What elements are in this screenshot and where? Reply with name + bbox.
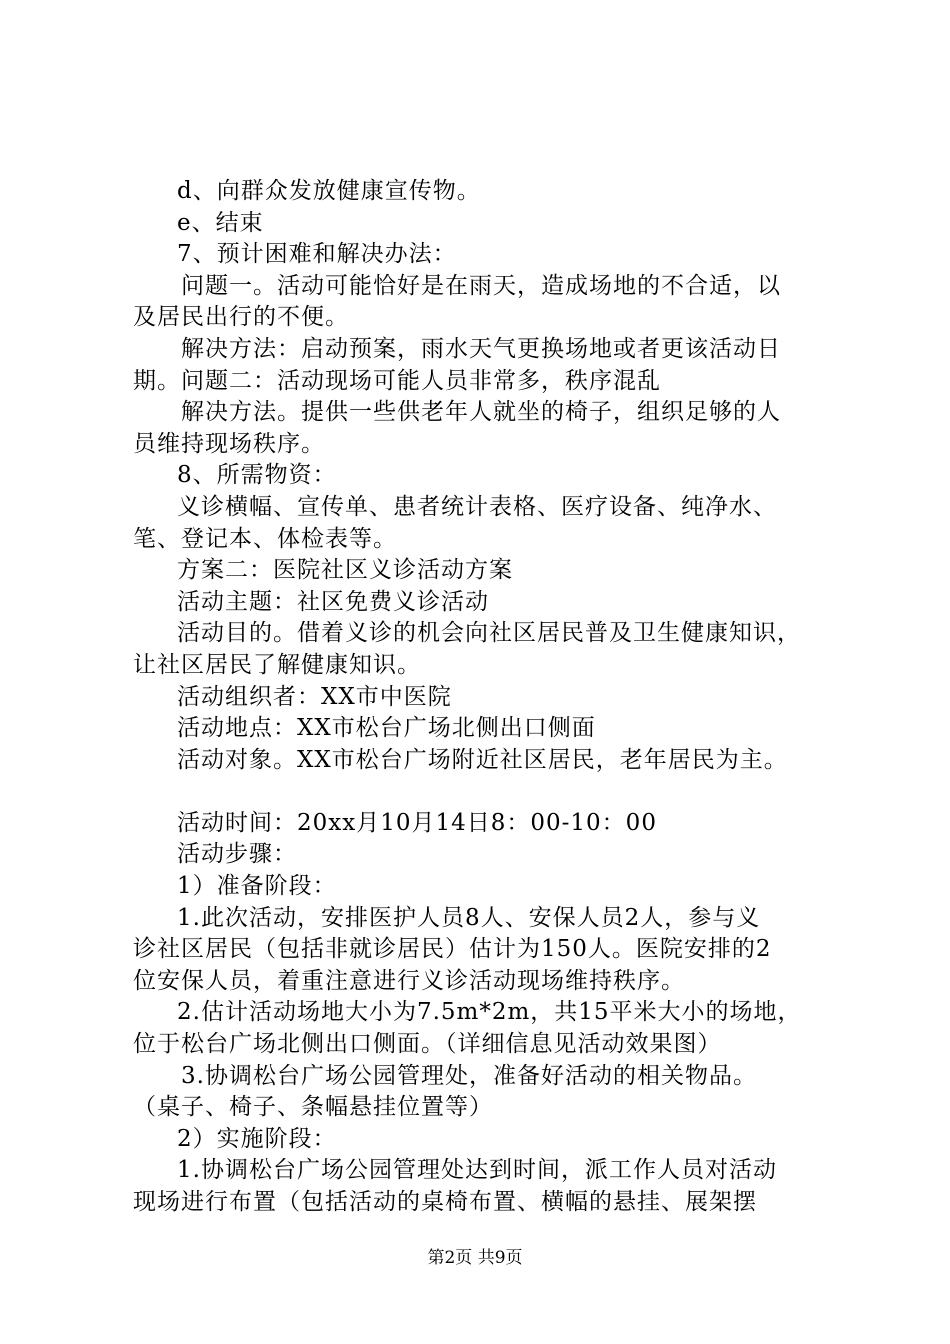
text-line: 活动对象。XX市松台广场附近社区居民，老年居民为主。 <box>177 746 788 773</box>
text-line: 2.估计活动场地大小为7.5m*2m，共15平米大小的场地， <box>177 999 802 1026</box>
text-line: 8、所需物资： <box>177 462 337 489</box>
text-line: 活动地点：XX市松台广场北侧出口侧面 <box>177 715 596 742</box>
text-line: 活动目的。借着义诊的机会向社区居民普及卫生健康知识， <box>177 620 801 647</box>
page-footer <box>0 1243 950 1268</box>
text-line: 活动时间：20xx月10月14日8：00-10：00 <box>177 809 657 836</box>
text-line: 解决方法：启动预案，雨水天气更换场地或者更该活动日 <box>181 335 781 362</box>
text-line: 员维持现场秩序。 <box>133 430 325 457</box>
blank-line <box>133 776 833 808</box>
text-line: 7、预计困难和解决办法： <box>177 241 457 268</box>
text-line: 2）实施阶段： <box>177 1125 337 1152</box>
text-line: 让社区居民了解健康知识。 <box>133 651 421 678</box>
text-line: d、向群众发放健康宣传物。 <box>177 178 481 204</box>
text-line: 义诊横幅、宣传单、患者统计表格、医疗设备、纯净水、 <box>177 493 777 520</box>
text-line: 诊社区居民（包括非就诊居民）估计为150人。医院安排的2 <box>133 936 772 963</box>
text-line: 活动主题：社区免费义诊活动 <box>177 588 489 615</box>
text-line: 现场进行布置（包括活动的桌椅布置、横幅的悬挂、展架摆 <box>133 1189 757 1215</box>
text-line: 及居民出行的不便。 <box>133 304 349 331</box>
text-line: 位于松台广场北侧出口侧面。（详细信息见活动效果图） <box>133 1031 722 1058</box>
text-line: （桌子、椅子、条幅悬挂位置等） <box>133 1094 493 1121</box>
text-line: 笔、登记本、体检表等。 <box>133 525 397 552</box>
text-line: 问题一。活动可能恰好是在雨天，造成场地的不合适，以 <box>181 272 781 299</box>
document-body <box>133 176 833 1219</box>
text-line: 位安保人员，着重注意进行义诊活动现场维持秩序。 <box>133 967 685 994</box>
text-line: e、结束 <box>177 209 264 236</box>
text-line: 3.协调松台广场公园管理处，准备好活动的相关物品。 <box>181 1062 757 1089</box>
text-line: 活动组织者：XX市中医院 <box>177 683 452 710</box>
page-number-label: 第2页 共9页 <box>427 1248 523 1268</box>
text-line: 活动步骤： <box>177 841 297 868</box>
text-line: 解决方法。提供一些供老年人就坐的椅子，组织足够的人 <box>181 399 781 426</box>
text-line: 方案二：医院社区义诊活动方案 <box>177 557 513 584</box>
text-line: 1.此次活动，安排医护人员8人、安保人员2人，参与义 <box>177 904 761 931</box>
text-line: 1.协调松台广场公园管理处达到时间，派工作人员对活动 <box>177 1157 777 1184</box>
text-line: 1）准备阶段： <box>177 873 337 900</box>
text-line: 期。问题二：活动现场可能人员非常多，秩序混乱 <box>133 367 661 394</box>
